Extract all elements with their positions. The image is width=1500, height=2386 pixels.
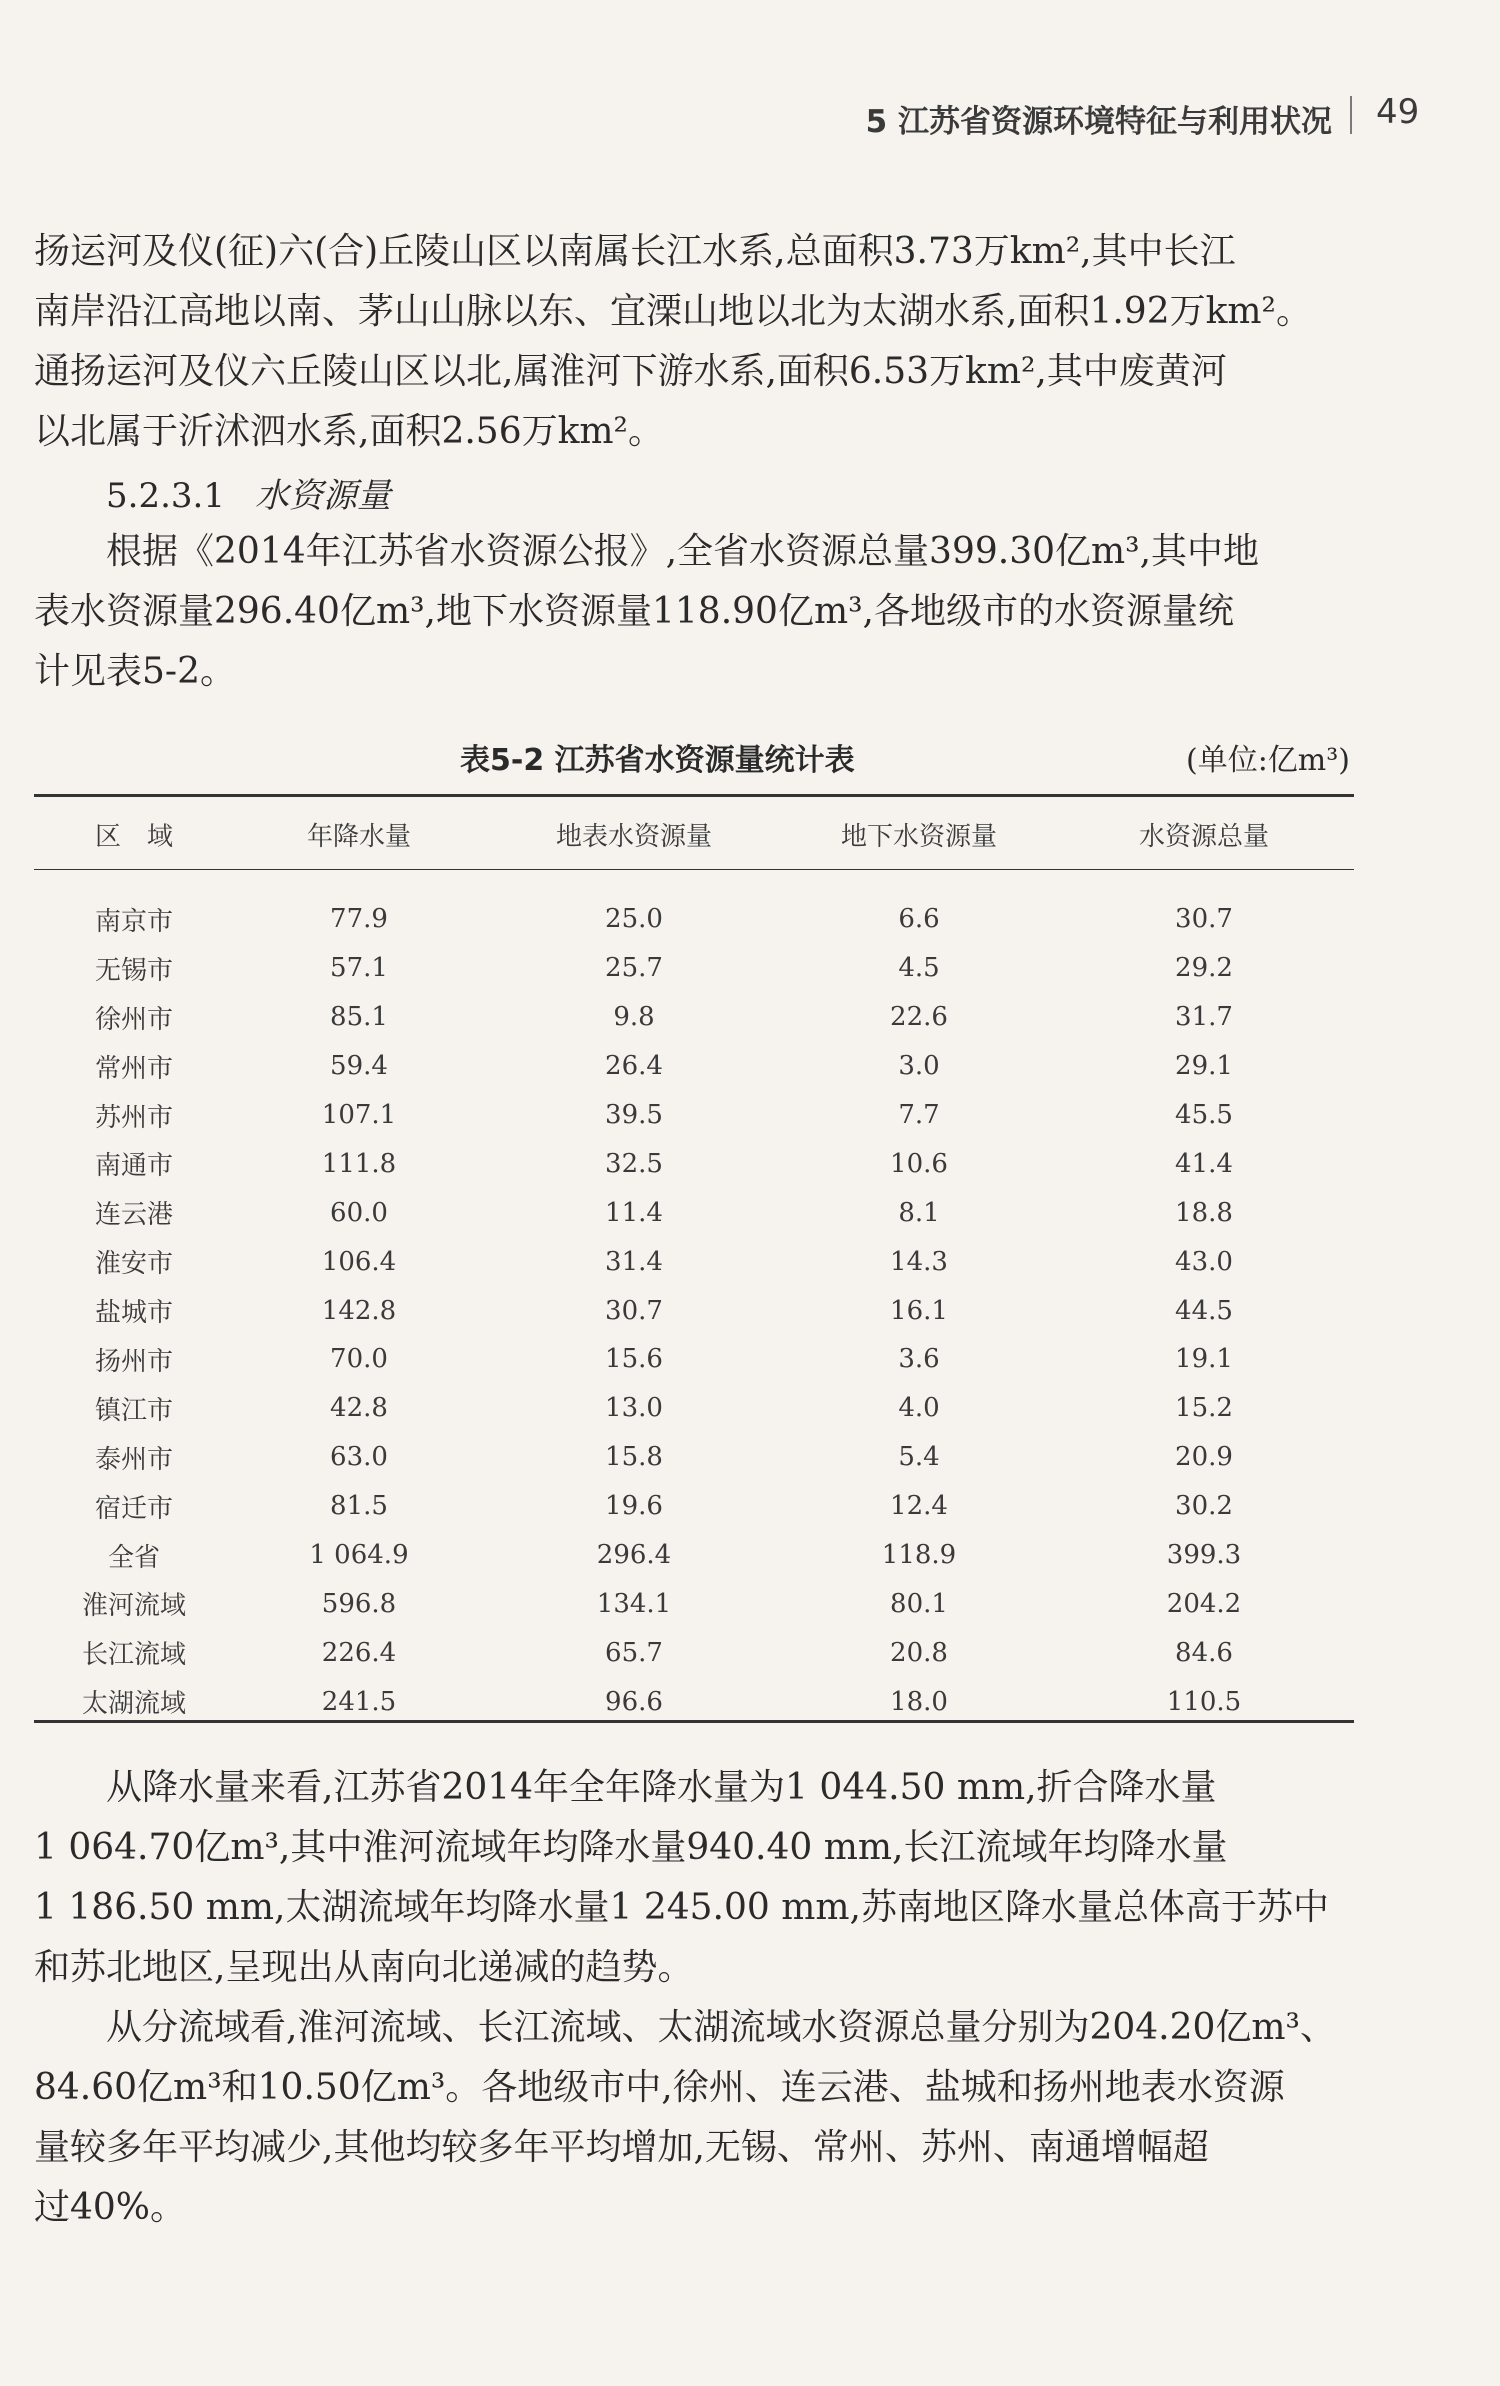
cell-surface-water: 15.8	[605, 1442, 663, 1473]
cell-region: 无锡市	[94, 955, 173, 986]
cell-surface-water: 39.5	[605, 1100, 663, 1130]
cell-region: 苏州市	[94, 1102, 173, 1133]
cell-groundwater: 20.8	[890, 1637, 948, 1668]
cell-region: 镇江市	[94, 1395, 173, 1426]
cell-precipitation: 142.8	[321, 1295, 397, 1326]
paragraph-precipitation	[34, 1758, 1364, 1998]
text-line: 量较多年平均减少,其他均较多年平均增加,无锡、常州、苏州、南通增幅超	[34, 2127, 1209, 2168]
table-row	[34, 1531, 1354, 1580]
table-row	[34, 1335, 1354, 1384]
text-line: 通扬运河及仪六丘陵山区以北,属淮河下游水系,面积6.53万km²,其中废黄河	[34, 351, 1227, 392]
subsection-heading	[106, 468, 391, 517]
running-header	[0, 92, 1500, 142]
table-row	[34, 1482, 1354, 1531]
cell-groundwater: 118.9	[881, 1540, 957, 1571]
cell-precipitation: 1 064.9	[309, 1540, 409, 1571]
table-row	[34, 1139, 1354, 1188]
cell-surface-water: 9.8	[613, 1002, 655, 1033]
cell-groundwater: 4.0	[898, 1393, 940, 1424]
cell-total-water: 44.5	[1175, 1295, 1233, 1326]
cell-total-water: 18.8	[1175, 1197, 1233, 1228]
cell-region: 扬州市	[94, 1346, 173, 1377]
table-row	[34, 1579, 1354, 1628]
header-region: 区 域	[94, 821, 173, 852]
cell-region: 常州市	[94, 1053, 173, 1084]
page-number: 49	[1376, 92, 1420, 132]
cell-surface-water: 32.5	[605, 1148, 663, 1179]
cell-total-water: 399.3	[1166, 1540, 1242, 1571]
cell-groundwater: 18.0	[890, 1686, 948, 1717]
text-line: 1 064.70亿m³,其中淮河流域年均降水量940.40 mm,长江流域年均降水量	[34, 1827, 1228, 1868]
cell-surface-water: 296.4	[596, 1540, 672, 1571]
table-row	[34, 1237, 1354, 1286]
text-line: 表水资源量296.40亿m³,地下水资源量118.90亿m³,各地级市的水资源量统	[34, 591, 1234, 632]
cell-groundwater: 14.3	[890, 1246, 948, 1277]
cell-region: 太湖流域	[81, 1689, 186, 1720]
paragraph-basins	[34, 1998, 1364, 2238]
cell-surface-water: 13.0	[605, 1393, 663, 1424]
cell-groundwater: 6.6	[898, 904, 940, 935]
cell-precipitation: 70.0	[330, 1344, 388, 1375]
cell-precipitation: 63.0	[330, 1442, 388, 1473]
header-surface-water: 地表水资源量	[555, 821, 712, 852]
table-row	[34, 873, 1354, 944]
cell-region: 连云港	[94, 1200, 173, 1231]
text-line: 从分流域看,淮河流域、长江流域、太湖流域水资源总量分别为204.20亿m³、	[106, 2007, 1336, 2048]
cell-total-water: 29.2	[1175, 953, 1233, 984]
cell-precipitation: 107.1	[321, 1100, 397, 1130]
table-caption: 表5-2 江苏省水资源量统计表	[460, 743, 855, 778]
cell-groundwater: 10.6	[890, 1148, 948, 1179]
text-line: 扬运河及仪(征)六(合)丘陵山区以南属长江水系,总面积3.73万km²,其中长江	[34, 231, 1236, 272]
cell-groundwater: 12.4	[890, 1491, 948, 1522]
cell-precipitation: 106.4	[321, 1246, 397, 1277]
cell-groundwater: 3.0	[898, 1051, 940, 1082]
cell-region: 盐城市	[94, 1298, 173, 1329]
cell-total-water: 29.1	[1175, 1051, 1233, 1082]
text-line: 根据《2014年江苏省水资源公报》,全省水资源总量399.30亿m³,其中地	[106, 531, 1260, 572]
cell-precipitation: 60.0	[330, 1197, 388, 1228]
table-row	[34, 1384, 1354, 1433]
cell-precipitation: 226.4	[321, 1637, 397, 1668]
cell-precipitation: 85.1	[330, 1002, 388, 1033]
cell-groundwater: 4.5	[898, 953, 940, 984]
cell-total-water: 30.7	[1175, 904, 1233, 935]
cell-total-water: 110.5	[1166, 1686, 1242, 1717]
table-row	[34, 1091, 1354, 1140]
cell-region: 全省	[107, 1542, 160, 1573]
cell-groundwater: 22.6	[890, 1002, 948, 1033]
water-resources-table	[34, 795, 1354, 1726]
cell-total-water: 43.0	[1175, 1246, 1233, 1277]
cell-region: 徐州市	[94, 1004, 173, 1035]
table-row	[34, 944, 1354, 993]
text-line: 过40%。	[34, 2187, 187, 2228]
paragraph-drainage-areas	[34, 222, 1364, 462]
paragraph-water-total	[34, 522, 1364, 702]
text-line: 1 186.50 mm,太湖流域年均降水量1 245.00 mm,苏南地区降水量总体高于苏中	[34, 1887, 1329, 1928]
cell-total-water: 15.2	[1175, 1393, 1233, 1424]
table-body	[34, 873, 1354, 1726]
table-row	[34, 1188, 1354, 1237]
header-groundwater: 地下水资源量	[840, 821, 997, 852]
cell-surface-water: 26.4	[605, 1051, 663, 1082]
cell-total-water: 204.2	[1166, 1588, 1242, 1619]
cell-region: 淮河流域	[81, 1591, 186, 1622]
text-line: 从降水量来看,江苏省2014年全年降水量为1 044.50 mm,折合降水量	[106, 1767, 1217, 1808]
cell-groundwater: 8.1	[898, 1197, 940, 1228]
table-row	[34, 1286, 1354, 1335]
cell-groundwater: 7.7	[898, 1100, 940, 1130]
cell-precipitation: 77.9	[330, 904, 388, 935]
cell-surface-water: 25.0	[605, 904, 663, 935]
cell-surface-water: 96.6	[605, 1686, 663, 1717]
cell-total-water: 84.6	[1175, 1637, 1233, 1668]
header-total-water: 水资源总量	[1138, 821, 1269, 852]
cell-region: 宿迁市	[94, 1493, 173, 1524]
text-line: 和苏北地区,呈现出从南向北递减的趋势。	[34, 1947, 694, 1988]
header-divider	[1350, 96, 1352, 134]
cell-precipitation: 81.5	[330, 1491, 388, 1522]
cell-groundwater: 5.4	[898, 1442, 940, 1473]
cell-region: 淮安市	[94, 1249, 173, 1280]
cell-groundwater: 16.1	[890, 1295, 948, 1326]
text-line: 84.60亿m³和10.50亿m³。各地级市中,徐州、连云港、盐城和扬州地表水资源	[34, 2067, 1285, 2108]
cell-surface-water: 30.7	[605, 1295, 663, 1326]
cell-precipitation: 111.8	[321, 1148, 397, 1179]
cell-precipitation: 59.4	[330, 1051, 388, 1082]
table-caption-row	[0, 735, 1500, 779]
cell-total-water: 41.4	[1175, 1148, 1233, 1179]
table-row	[34, 1628, 1354, 1677]
cell-surface-water: 31.4	[605, 1246, 663, 1277]
cell-precipitation: 57.1	[330, 953, 388, 984]
cell-total-water: 19.1	[1175, 1344, 1233, 1375]
cell-surface-water: 65.7	[605, 1637, 663, 1668]
cell-surface-water: 25.7	[605, 953, 663, 984]
table-header-row	[34, 795, 1354, 873]
cell-region: 长江流域	[81, 1640, 186, 1671]
cell-total-water: 20.9	[1175, 1442, 1233, 1473]
cell-total-water: 31.7	[1175, 1002, 1233, 1033]
cell-precipitation: 596.8	[321, 1588, 397, 1619]
cell-groundwater: 3.6	[898, 1344, 940, 1375]
cell-surface-water: 19.6	[605, 1491, 663, 1522]
cell-precipitation: 42.8	[330, 1393, 388, 1424]
cell-surface-water: 11.4	[605, 1197, 663, 1228]
table-row	[34, 1433, 1354, 1482]
table-row	[34, 1042, 1354, 1091]
cell-precipitation: 241.5	[321, 1686, 397, 1717]
subsection-title: 水资源量	[254, 476, 391, 516]
cell-region: 南通市	[94, 1151, 173, 1182]
table-row	[34, 1677, 1354, 1726]
chapter-title: 5 江苏省资源环境特征与利用状况	[865, 104, 1332, 140]
cell-surface-water: 15.6	[605, 1344, 663, 1375]
table-row	[34, 993, 1354, 1042]
text-line: 南岸沿江高地以南、茅山山脉以东、宜溧山地以北为太湖水系,面积1.92万km²。	[34, 291, 1312, 332]
header-precipitation: 年降水量	[306, 821, 411, 852]
table-unit: (单位:亿m³)	[1186, 743, 1350, 778]
cell-region: 南京市	[94, 906, 173, 937]
cell-groundwater: 80.1	[890, 1588, 948, 1619]
subsection-number: 5.2.3.1	[106, 476, 225, 516]
text-line: 计见表5-2。	[34, 651, 236, 692]
text-line: 以北属于沂沭泗水系,面积2.56万km²。	[34, 411, 664, 452]
cell-surface-water: 134.1	[596, 1588, 672, 1619]
cell-total-water: 30.2	[1175, 1491, 1233, 1522]
cell-total-water: 45.5	[1175, 1100, 1233, 1130]
cell-region: 泰州市	[94, 1444, 173, 1475]
